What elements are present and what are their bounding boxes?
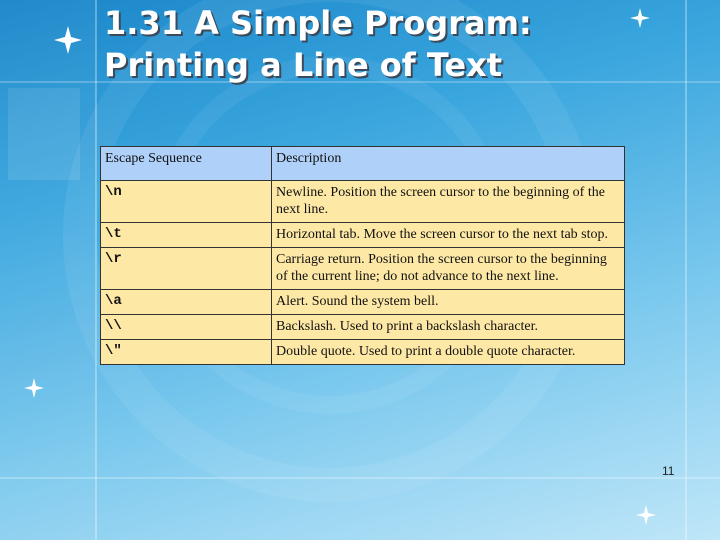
escape-sequence-cell: \\	[101, 315, 272, 340]
escape-sequence-cell: \n	[101, 181, 272, 223]
description-cell: Backslash. Used to print a backslash character.	[272, 315, 625, 340]
escape-sequence-cell: \a	[101, 290, 272, 315]
description-cell: Newline. Position the screen cursor to the beginning of the next line.	[272, 181, 625, 223]
header-escape-sequence: Escape Sequence	[101, 147, 272, 181]
escape-sequence-cell: \"	[101, 340, 272, 365]
escape-sequence-table	[100, 146, 625, 365]
escape-sequence-cell: \r	[101, 248, 272, 290]
title-line-2: Printing a Line of Text	[104, 46, 503, 84]
table-row	[101, 290, 625, 315]
description-cell: Carriage return. Position the screen cursor to the beginning of the current line; do not advance to the next line.	[272, 248, 625, 290]
table-header-row	[101, 147, 625, 181]
escape-sequence-cell: \t	[101, 223, 272, 248]
table-row	[101, 181, 625, 223]
description-cell: Horizontal tab. Move the screen cursor to the next tab stop.	[272, 223, 625, 248]
table-row	[101, 223, 625, 248]
title-line-1: 1.31 A Simple Program:	[104, 4, 532, 42]
description-cell: Double quote. Used to print a double quote character.	[272, 340, 625, 365]
page-number: 11	[662, 464, 675, 478]
sparkle-icon	[636, 505, 656, 525]
table-row	[101, 340, 625, 365]
header-description: Description	[272, 147, 625, 181]
slide-title	[104, 2, 704, 86]
table-row	[101, 315, 625, 340]
description-cell: Alert. Sound the system bell.	[272, 290, 625, 315]
table-row	[101, 248, 625, 290]
